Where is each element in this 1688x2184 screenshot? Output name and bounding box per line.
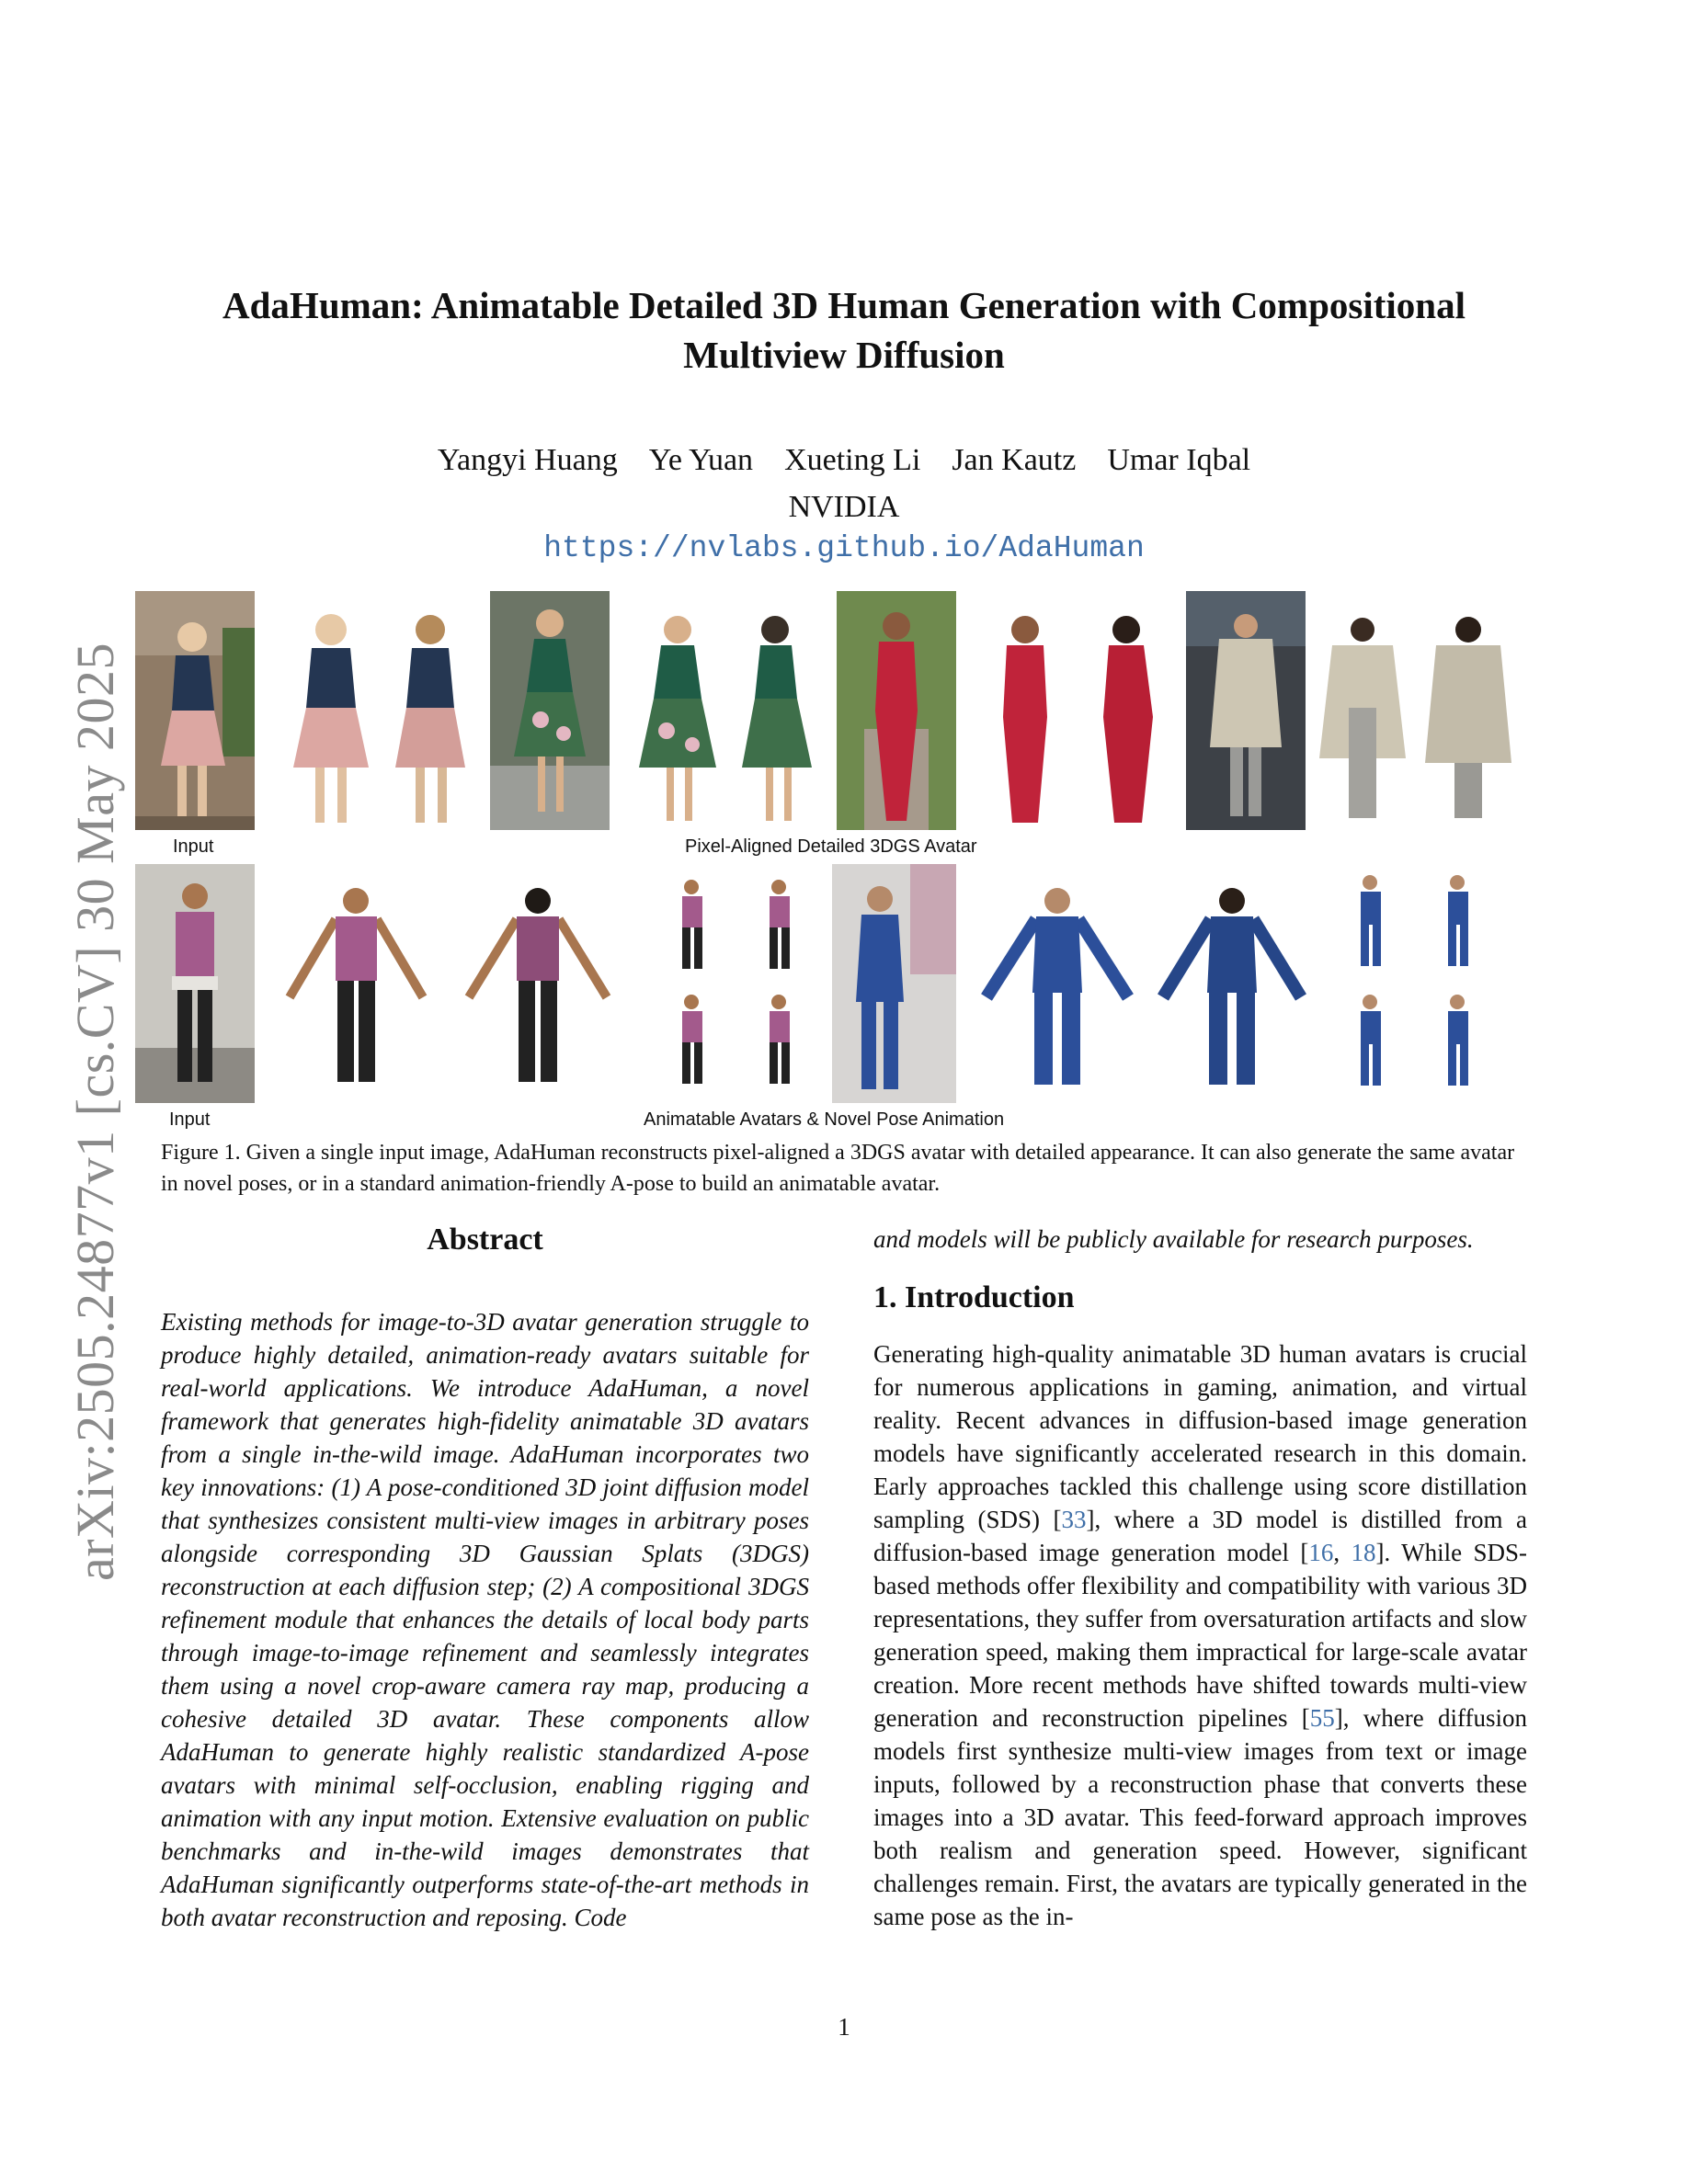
avatar-side-floral-dress <box>731 597 823 832</box>
input-photo-man-life-vest <box>135 864 255 1103</box>
input-photo-woman-red-gown <box>837 591 956 830</box>
avatar-apose-back-life-vest <box>451 869 625 1098</box>
affiliation: NVIDIA <box>788 490 900 524</box>
author-name: Ye Yuan <box>648 443 754 477</box>
author-list <box>0 443 1688 478</box>
section-heading-introduction: 1. Introduction <box>873 1280 1075 1314</box>
intro-text: ], where a 3D model is distilled from a diffusion-based image generation model [ <box>873 1506 1527 1566</box>
introduction-paragraph <box>873 1337 1527 1933</box>
abstract-text: Existing methods for image-to-3D avatar generation struggle to produce highly detailed, animation-ready avatars suitable for real-world applications. We introduce AdaHuman, a novel framework that generates high-fidelity animatable 3D avatars from a single in-the-wild image. AdaHuman incorporates two key innovations: (1) A pose-conditioned 3D joint diffusion model that synthesizes consistent multi-view images in arbitrary poses alongside corresponding 3D Gaussian Splats (3DGS) reconstruction at each diffusion step; (2) A compositional 3DGS refinement module that enhances the details of local body parts through image-to-image refinement and seamlessly integrates them using a novel crop-aware camera ray map, producing a cohesive detailed 3D avatar. These components allow AdaHuman to generate highly realistic standardized A-pose avatars with minimal self-occlusion, enabling rigging and animation with any input motion. Extensive evaluation on public benchmarks and in-the-wild images demonstrates that AdaHuman significantly outperforms state-of-the-art methods in both avatar reconstruction and reposing. Code <box>161 1308 809 1931</box>
citation-link[interactable]: 33 <box>1061 1506 1087 1533</box>
avatar-apose-back-blue-suit <box>1149 869 1315 1098</box>
citation-link[interactable]: 18 <box>1351 1539 1376 1566</box>
avatar-side-red-gown <box>1076 597 1177 832</box>
avatar-front-runway-coat <box>1310 597 1416 832</box>
input-photo-woman-floral-dress <box>490 591 610 830</box>
author-name: Xueting Li <box>784 443 921 477</box>
row1-input-label: Input <box>173 836 214 857</box>
row2-output-label: Animatable Avatars & Novel Pose Animation <box>644 1109 1005 1130</box>
intro-text: ], where diffusion models first synthesize multi-view images from text or image inputs, followed by a reconstruction phase that converts these images into a 3D avatar. This feed-forward approach improves both realism and generation speed. However, significant challenges remain. First, the avatars are typically generated in the same pose as the in- <box>873 1704 1527 1930</box>
author-name: Umar Iqbal <box>1107 443 1251 477</box>
row2-input-label: Input <box>169 1109 211 1130</box>
abstract-continuation: and models will be publicly available for research purposes. <box>873 1225 1474 1253</box>
intro-text: Generating high-quality animatable 3D human avatars is crucial for numerous applications in gaming, animation, and virtual reality. Recent advances in diffusion-based image generation models have significantly accelerated research in this domain. Early approaches tackled this challenge using score distillation sampling (SDS) [ <box>873 1340 1527 1533</box>
intro-text: , <box>1333 1539 1352 1566</box>
input-photo-woman-runway <box>1186 591 1306 830</box>
figure-caption: Figure 1. Given a single input image, AdaHuman reconstructs pixel-aligned a 3DGS avatar with detailed appearance. It can also generate the same avatar in novel poses, or in a standard animation-friendly A-pose to build an animatable avatar. <box>161 1141 1515 1196</box>
arxiv-identifier: arXiv:2505.24877v1 [cs.CV] 30 May 2025 <box>65 642 125 1581</box>
citation-link[interactable]: 55 <box>1309 1704 1335 1732</box>
input-photo-man-blue-suit <box>832 864 956 1103</box>
abstract-heading: Abstract <box>427 1223 543 1257</box>
row1-output-label: Pixel-Aligned Detailed 3DGS Avatar <box>685 836 977 857</box>
author-name: Yangyi Huang <box>437 443 618 477</box>
avatar-front-red-gown <box>979 597 1071 832</box>
avatar-front-floral-dress <box>630 597 726 832</box>
avatar-back-pink-dress <box>384 597 476 832</box>
citation-link[interactable]: 16 <box>1308 1539 1334 1566</box>
page-number: 1 <box>838 2013 850 2041</box>
intro-text: ]. While SDS-based methods offer flexibility and compatibility with various 3D representations, they suffer from oversaturation artifacts and slow generation speed, making them impractical for large-scale avatar creation. More recent methods have shifted towards multi-view generation and reconstruction pipelines [ <box>873 1539 1527 1732</box>
project-url-link[interactable]: https://nvlabs.github.io/AdaHuman <box>543 531 1145 565</box>
author-name: Jan Kautz <box>952 443 1077 477</box>
avatar-front-pink-dress <box>280 597 382 832</box>
avatar-novel-poses-blue-suit <box>1338 864 1503 1098</box>
avatar-novel-poses-life-vest <box>655 869 820 1098</box>
arxiv-sidebar <box>48 597 125 1581</box>
avatar-apose-front-life-vest <box>271 869 441 1098</box>
input-photo-woman-pink-dress <box>135 591 255 830</box>
paper-title: AdaHuman: Animatable Detailed 3D Human Generation with Compositional Multiview Diffusion <box>222 284 1466 376</box>
avatar-back-runway-coat <box>1416 597 1522 832</box>
avatar-apose-front-blue-suit <box>970 869 1145 1098</box>
